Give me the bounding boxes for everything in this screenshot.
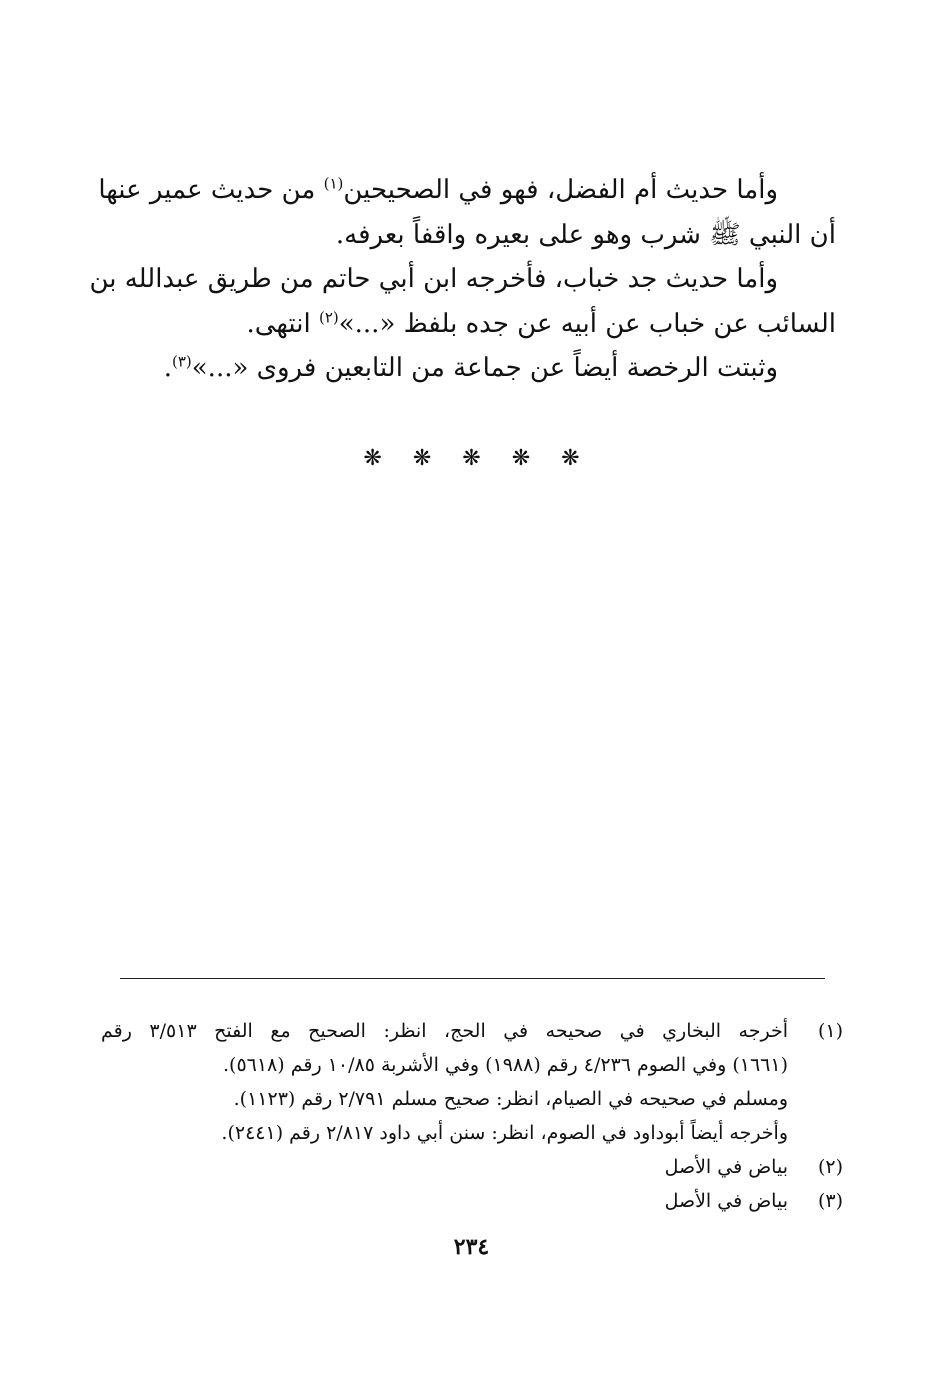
footnote-ref-2[interactable]: (٢) bbox=[318, 307, 339, 326]
footnote-line: بياض في الأصل bbox=[664, 1156, 788, 1178]
footnote-line: (١٦٦١) وفي الصوم ٤/٢٣٦ رقم (١٩٨٨) وفي الأشربة ١٠/٨٥ رقم (٥٦١٨). bbox=[222, 1054, 788, 1076]
text-span: وأما حديث أم الفضل، فهو في الصحيحين bbox=[343, 175, 778, 205]
text-span: . bbox=[163, 353, 172, 383]
star-ornament-icon: ❋ bbox=[462, 446, 481, 471]
paragraph-1-line-2: أن النبي ﷺ شرب وهو على بعيره واقفاً بعرفه. bbox=[335, 219, 836, 250]
text-span: من حديث عمير عنها bbox=[98, 175, 324, 205]
footnote-line: ومسلم في صحيحه في الصيام، انظر: صحيح مسلم ٢/٧٩١ رقم (١١٢٣). bbox=[233, 1088, 788, 1110]
paragraph-2-line-1: وأما حديث جد خباب، فأخرجه ابن أبي حاتم من طريق عبدالله بن bbox=[89, 264, 778, 294]
paragraph-3-line-1 bbox=[101, 346, 836, 391]
footnote-number: (٣) bbox=[817, 1190, 843, 1212]
footnote-3 bbox=[101, 1184, 843, 1218]
footnote-line: بياض في الأصل bbox=[664, 1190, 788, 1212]
star-ornament-icon: ❋ bbox=[363, 446, 382, 471]
text-span: انتهى. bbox=[246, 308, 319, 339]
footnote-1 bbox=[101, 1014, 843, 1150]
footnote-ref-3[interactable]: (٣) bbox=[171, 352, 192, 371]
footnotes bbox=[101, 1014, 843, 1218]
footnote-number: (٢) bbox=[817, 1156, 843, 1178]
footnote-ref-1[interactable]: (١) bbox=[323, 174, 344, 193]
paragraph-2-line-2 bbox=[101, 302, 836, 347]
footnote-line: وأخرجه أيضاً أبوداود في الصوم، انظر: سنن أبي داود ٢/٨١٧ رقم (٢٤٤١). bbox=[221, 1122, 788, 1144]
footnote-line: أخرجه البخاري في صحيحه في الحج، انظر: الصحيح مع الفتح ٣/٥١٣ رقم bbox=[101, 1020, 788, 1042]
star-ornament-icon: ❋ bbox=[561, 446, 580, 471]
main-text bbox=[89, 168, 836, 391]
footnote-2 bbox=[101, 1150, 843, 1184]
star-ornament-icon: ❋ bbox=[412, 446, 432, 471]
paragraph-1-line-1 bbox=[98, 168, 836, 213]
page-number: ٢٣٤ bbox=[453, 1234, 490, 1260]
footnote-number: (١) bbox=[817, 1020, 843, 1042]
text-span: السائب عن خباب عن أبيه عن جده بلفظ «...» bbox=[338, 308, 836, 339]
footnote-divider bbox=[120, 978, 825, 979]
star-ornament-icon: ❋ bbox=[511, 446, 531, 471]
text-span: وثبتت الرخصة أيضاً عن جماعة من التابعين فروى «...» bbox=[191, 353, 778, 383]
section-separator bbox=[0, 446, 943, 471]
